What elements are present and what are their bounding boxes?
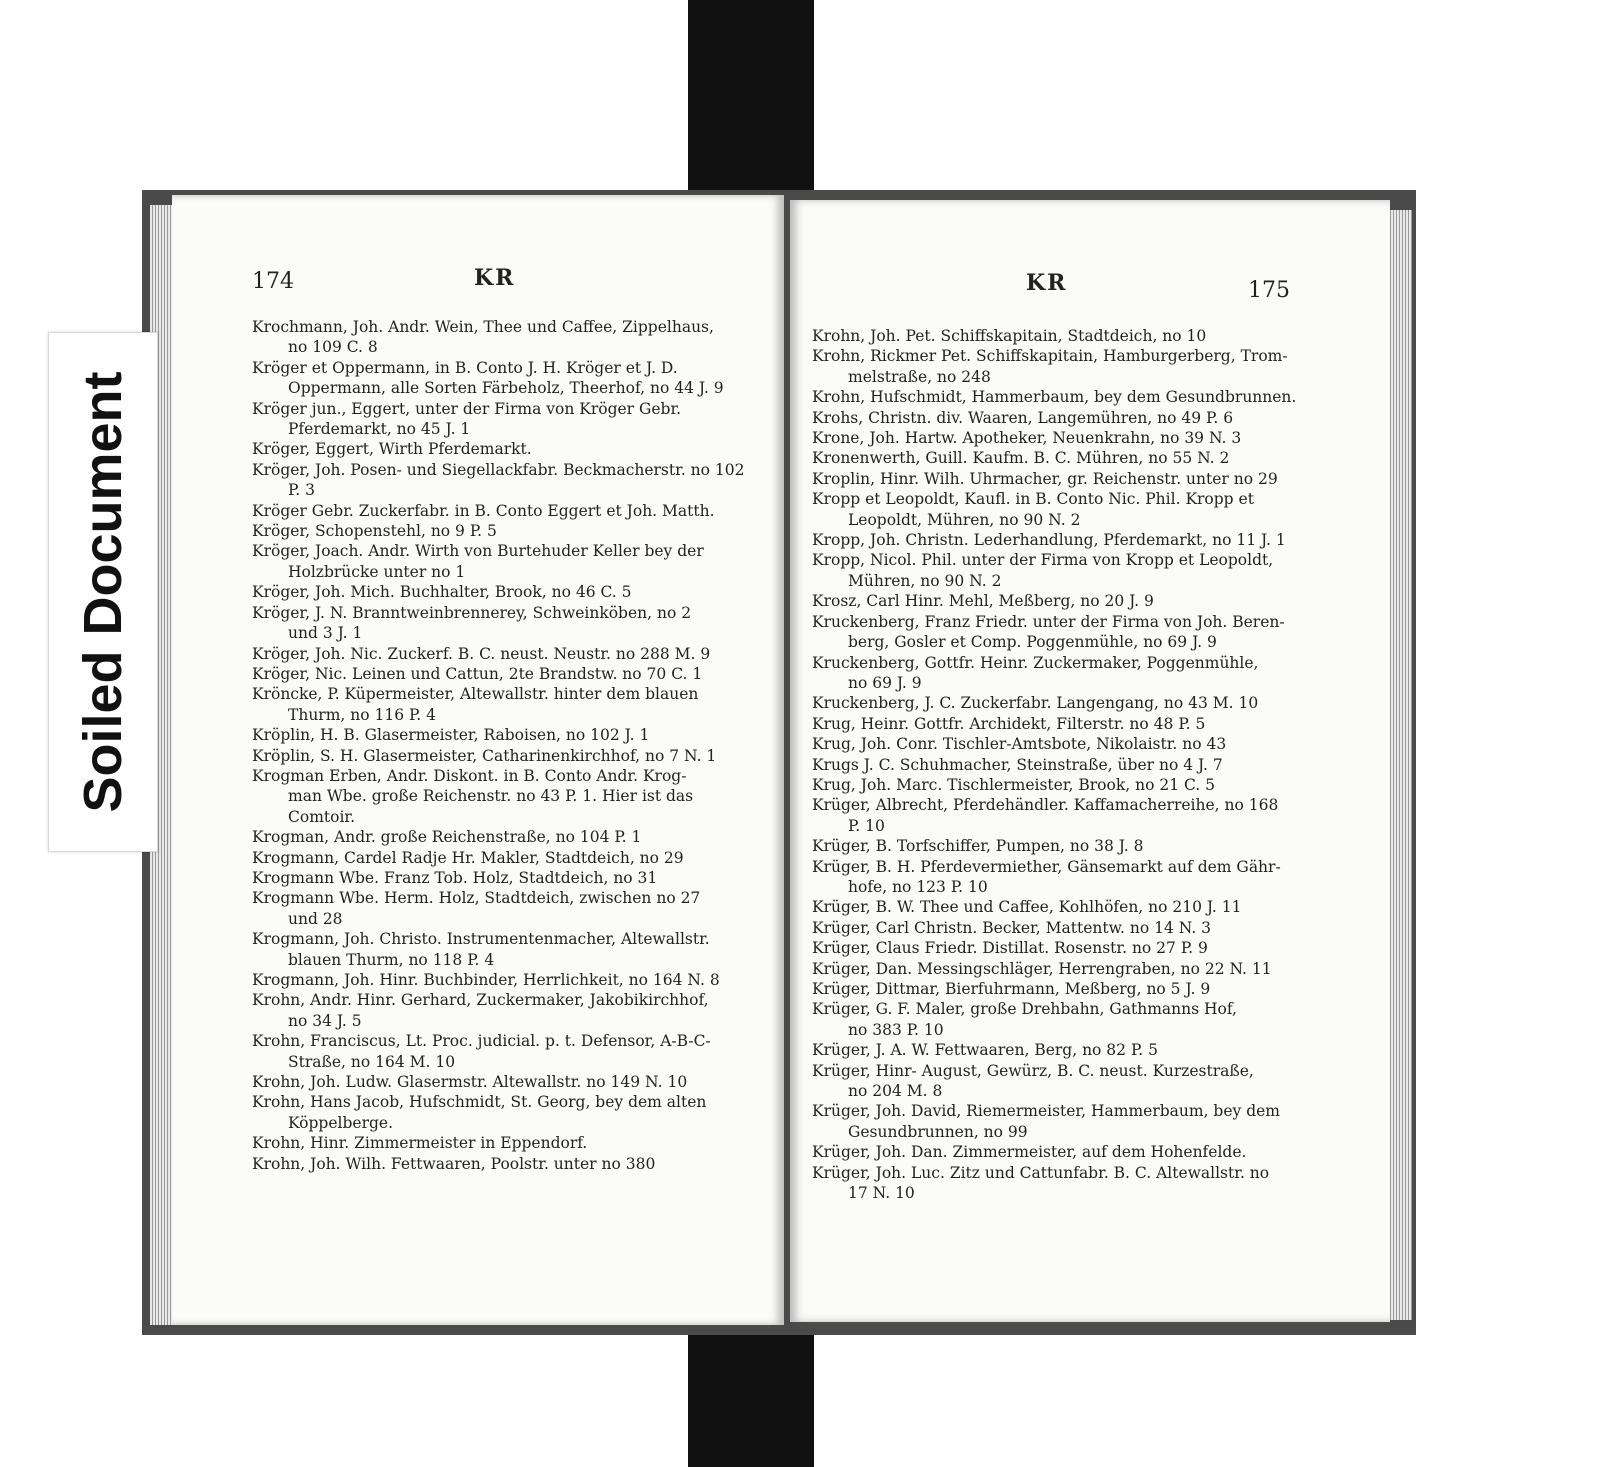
running-head-right: KR [1026,270,1068,296]
directory-line: Kröger, Joach. Andr. Wirth von Burtehuder Keller bey der [252,542,704,561]
directory-line: Krüger, J. A. W. Fettwaaren, Berg, no 82 P. 5 [812,1041,1158,1060]
directory-line: Krosz, Carl Hinr. Mehl, Meßberg, no 20 J. 9 [812,592,1154,611]
directory-line: Krohn, Hinr. Zimmermeister in Eppendorf. [252,1134,588,1153]
directory-line: Comtoir. [288,807,356,826]
directory-line: Krugs J. C. Schuhmacher, Steinstraße, über no 4 J. 7 [812,755,1223,774]
directory-line: Kröger, Schopenstehl, no 9 P. 5 [252,522,497,541]
directory-line: Krohn, Joh. Wilh. Fettwaaren, Poolstr. unter no 380 [252,1154,656,1173]
directory-line: Krohn, Joh. Pet. Schiffskapitain, Stadtdeich, no 10 [812,327,1207,345]
page-number-right: 175 [1248,278,1290,303]
directory-line: Kruckenberg, Gottfr. Heinr. Zuckermaker, Poggenmühle, [812,653,1259,672]
directory-line: Kroplin, Hinr. Wilh. Uhrmacher, gr. Reichenstr. unter no 29 [812,469,1278,488]
directory-line: Krogman Erben, Andr. Diskont. in B. Conto Andr. Krog- [252,766,687,785]
directory-line: Krogman, Andr. große Reichenstraße, no 104 P. 1 [252,828,642,847]
directory-line: Krogmann, Cardel Radje Hr. Makler, Stadtdeich, no 29 [252,848,684,867]
directory-line: Kropp, Nicol. Phil. unter der Firma von Kropp et Leopoldt, [812,551,1274,570]
directory-line: berg, Gosler et Comp. Poggenmühle, no 69 J. 9 [848,633,1217,652]
directory-line: Krochmann, Joh. Andr. Wein, Thee und Caffee, Zippelhaus, [252,318,714,336]
directory-line: Kröger, Nic. Leinen und Cattun, 2te Brandstw. no 70 C. 1 [252,664,703,683]
directory-line: Kropp et Leopoldt, Kaufl. in B. Conto Nic. Phil. Kropp et [812,490,1254,509]
directory-line: no 383 P. 10 [848,1020,944,1039]
directory-line: Krohn, Rickmer Pet. Schiffskapitain, Hamburgerberg, Trom- [812,347,1288,366]
directory-line: Krohn, Franciscus, Lt. Proc. judicial. p. t. Defensor, A-B-C- [252,1032,711,1051]
directory-line: Kruckenberg, J. C. Zuckerfabr. Langengang, no 43 M. 10 [812,694,1259,713]
directory-line: no 204 M. 8 [848,1082,943,1101]
directory-line: Krüger, Albrecht, Pferdehändler. Kaffamacherreihe, no 168 [812,796,1279,815]
directory-line: Krug, Joh. Marc. Tischlermeister, Brook, no 21 C. 5 [812,775,1216,794]
binding-strip-bottom [688,1320,814,1467]
directory-line: Krüger, B. Torfschiffer, Pumpen, no 38 J. 8 [812,837,1144,856]
directory-line: Straße, no 164 M. 10 [288,1052,456,1071]
directory-line: Krohn, Hufschmidt, Hammerbaum, bey dem Gesundbrunnen. [812,388,1297,407]
directory-line: Kruckenberg, Franz Friedr. unter der Firma von Joh. Beren- [812,612,1285,631]
directory-line: Krüger, Dittmar, Bierfuhrmann, Meßberg, no 5 J. 9 [812,980,1211,998]
directory-line: Kropp, Joh. Christn. Lederhandlung, Pferdemarkt, no 11 J. 1 [812,531,1286,550]
directory-line: blauen Thurm, no 118 P. 4 [288,950,495,969]
directory-line: Kröplin, H. B. Glasermeister, Raboisen, no 102 J. 1 [252,726,650,745]
left-page [172,195,784,1325]
page-number-left: 174 [252,269,294,294]
directory-line: Kröger, Joh. Mich. Buchhalter, Brook, no 46 C. 5 [252,583,632,602]
directory-line: Kröplin, S. H. Glasermeister, Catharinenkirchhof, no 7 N. 1 [252,746,717,765]
directory-line: P. 3 [288,481,316,500]
directory-line: Krüger, B. H. Pferdevermiether, Gänsemarkt auf dem Gähr- [812,857,1281,876]
directory-line: Kröncke, P. Küpermeister, Altewallstr. hinter dem blauen [252,685,699,704]
directory-line: Krüger, Joh. Luc. Zitz und Cattunfabr. B. C. Altewallstr. no [812,1163,1270,1182]
directory-line: Krüger, Carl Christn. Becker, Mattentw. no 14 N. 3 [812,918,1212,937]
directory-line: Krüger, B. W. Thee und Caffee, Kohlhöfen, no 210 J. 11 [812,898,1242,917]
directory-line: Krone, Joh. Hartw. Apotheker, Neuenkrahn, no 39 N. 3 [812,429,1242,448]
directory-line: P. 10 [848,816,885,835]
directory-line: Krogmann, Joh. Hinr. Buchbinder, Herrlichkeit, no 164 N. 8 [252,971,720,989]
directory-line: Kröger, Eggert, Wirth Pferdemarkt. [252,440,532,459]
directory-line: Krohs, Christn. div. Waaren, Langemühren, no 49 P. 6 [812,408,1234,427]
directory-line: Krogmann Wbe. Herm. Holz, Stadtdeich, zwischen no 27 [252,889,701,908]
directory-line: Kröger, J. N. Branntweinbrennerey, Schweinköben, no 2 [252,603,692,622]
directory-line: no 34 J. 5 [288,1011,362,1030]
directory-line: und 3 J. 1 [288,624,363,643]
directory-line: Kronenwerth, Guill. Kaufm. B. C. Mühren, no 55 N. 2 [812,449,1230,468]
directory-line: Krug, Heinr. Gottfr. Archidekt, Filterstr. no 48 P. 5 [812,714,1206,733]
directory-line: Pferdemarkt, no 45 J. 1 [288,420,471,439]
directory-line: Krüger, Claus Friedr. Distillat. Rosenstr. no 27 P. 9 [812,939,1208,958]
directory-line: Krug, Joh. Conr. Tischler-Amtsbote, Nikolaistr. no 43 [812,735,1227,754]
binding-strip-top [688,0,814,210]
label-text: Soiled Document [73,371,133,813]
directory-line: no 109 C. 8 [288,338,378,357]
directory-line: Krüger, Joh. David, Riemermeister, Hammerbaum, bey dem [812,1102,1280,1121]
right-entries-list [812,326,1322,1203]
running-head-left: KR [474,265,516,291]
directory-line: Kröger, Joh. Nic. Zuckerf. B. C. neust. Neustr. no 288 M. 9 [252,644,711,663]
right-page [790,200,1390,1322]
page-edges-right [1390,210,1412,1320]
soiled-document-label [48,332,158,852]
directory-line: Krüger, Dan. Messingschläger, Herrengraben, no 22 N. 11 [812,959,1272,978]
directory-line: Köppelberge. [288,1113,393,1132]
directory-line: Krüger, Joh. Dan. Zimmermeister, auf dem Hohenfelde. [812,1143,1247,1162]
directory-line: Kröger Gebr. Zuckerfabr. in B. Conto Eggert et Joh. Matth. [252,501,715,520]
directory-line: Krogmann Wbe. Franz Tob. Holz, Stadtdeich, no 31 [252,868,658,887]
directory-line: hofe, no 123 P. 10 [848,877,988,896]
directory-line: Krüger, Hinr- August, Gewürz, B. C. neust. Kurzestraße, [812,1061,1254,1080]
directory-line: Holzbrücke unter no 1 [288,562,466,581]
directory-line: Krogmann, Joh. Christo. Instrumentenmacher, Altewallstr. [252,930,710,949]
directory-line: Kröger et Oppermann, in B. Conto J. H. Kröger et J. D. [252,358,678,377]
directory-line: und 28 [288,909,343,928]
directory-line: Mühren, no 90 N. 2 [848,571,1002,590]
directory-line: Kröger, Joh. Posen- und Siegellackfabr. Beckmacherstr. no 102 [252,460,745,479]
directory-line: Thurm, no 116 P. 4 [288,705,437,724]
directory-line: melstraße, no 248 [848,367,991,386]
directory-line: Krohn, Andr. Hinr. Gerhard, Zuckermaker, Jakobikirchhof, [252,991,709,1010]
directory-line: man Wbe. große Reichenstr. no 43 P. 1. Hier ist das [288,787,694,806]
directory-line: Krüger, G. F. Maler, große Drehbahn, Gathmanns Hof, [812,1000,1237,1019]
directory-line: Gesundbrunnen, no 99 [848,1122,1028,1141]
left-entries-list [252,317,752,1174]
directory-line: Krohn, Hans Jacob, Hufschmidt, St. Georg, bey dem alten [252,1093,707,1112]
directory-line: Kröger jun., Eggert, unter der Firma von Kröger Gebr. [252,399,682,418]
directory-line: Krohn, Joh. Ludw. Glasermstr. Altewallstr. no 149 N. 10 [252,1073,688,1092]
directory-line: no 69 J. 9 [848,673,922,692]
directory-line: Leopoldt, Mühren, no 90 N. 2 [848,510,1081,529]
directory-line: 17 N. 10 [848,1184,915,1203]
directory-line: Oppermann, alle Sorten Färbeholz, Theerhof, no 44 J. 9 [288,379,724,398]
